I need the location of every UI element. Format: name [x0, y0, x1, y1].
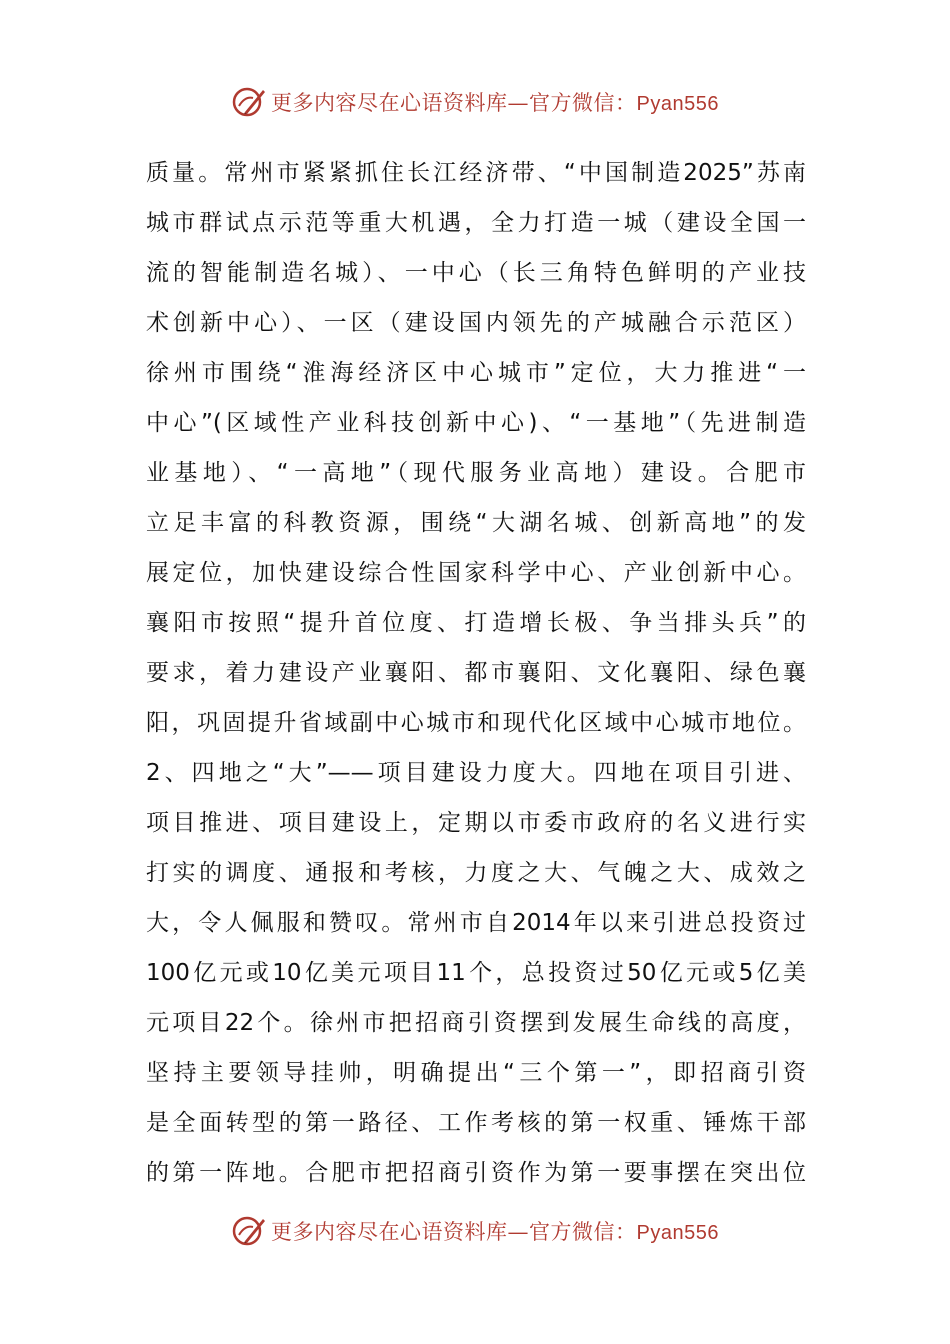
body-line: 质量。常州市紧紧抓住长江经济带、“中国制造2025”苏南 — [146, 160, 806, 186]
body-line: 大，令人佩服和赞叹。常州市自2014年以来引进总投资过 — [146, 910, 806, 936]
footer-watermark — [0, 1211, 950, 1251]
footer-watermark-id: Pyan556 — [636, 1222, 719, 1244]
body-line: 元项目22个。徐州市把招商引资摆到发展生命线的高度， — [146, 1010, 806, 1036]
header-watermark-text: 更多内容尽在心语资料库—官方微信：Pyan556 — [271, 91, 719, 115]
body-line: 是全面转型的第一路径、工作考核的第一权重、锤炼干部 — [146, 1110, 806, 1136]
body-line: 城市群试点示范等重大机遇，全力打造一城（建设全国一 — [146, 210, 806, 236]
pen-logo-icon — [231, 84, 267, 120]
body-line: 襄阳市按照“提升首位度、打造增长极、争当排头兵”的 — [146, 610, 806, 636]
body-line: 2、四地之“大”——项目建设力度大。四地在项目引进、 — [146, 760, 806, 786]
body-line: 中心”(区域性产业科技创新中心)、“一基地”（先进制造 — [146, 410, 806, 436]
body-line: 流的智能制造名城）、一中心（长三角特色鲜明的产业技 — [146, 260, 806, 286]
body-line: 术创新中心）、一区（建设国内领先的产城融合示范区） — [146, 310, 806, 336]
body-line: 100亿元或10亿美元项目11个，总投资过50亿元或5亿美 — [146, 960, 806, 986]
body-line: 打实的调度、通报和考核，力度之大、气魄之大、成效之 — [146, 860, 806, 886]
footer-watermark-text: 更多内容尽在心语资料库—官方微信：Pyan556 — [271, 1220, 719, 1244]
body-line: 业基地）、“一高地”（现代服务业高地）建设。合肥市 — [146, 460, 806, 486]
body-line: 的第一阵地。合肥市把招商引资作为第一要事摆在突出位 — [146, 1160, 806, 1186]
body-line: 要求，着力建设产业襄阳、都市襄阳、文化襄阳、绿色襄 — [146, 660, 806, 686]
body-line: 阳，巩固提升省域副中心城市和现代化区域中心城市地位。 — [146, 710, 806, 736]
pen-logo-icon — [231, 1213, 267, 1249]
body-line: 项目推进、项目建设上，定期以市委市政府的名义进行实 — [146, 810, 806, 836]
body-line: 立足丰富的科教资源，围绕“大湖名城、创新高地”的发 — [146, 510, 806, 536]
document-body — [146, 148, 806, 1198]
header-watermark — [0, 82, 950, 122]
body-line: 徐州市围绕“淮海经济区中心城市”定位，大力推进“一 — [146, 360, 806, 386]
body-line: 坚持主要领导挂帅，明确提出“三个第一”，即招商引资 — [146, 1060, 806, 1086]
header-watermark-id: Pyan556 — [636, 93, 719, 115]
body-line: 展定位，加快建设综合性国家科学中心、产业创新中心。 — [146, 560, 806, 586]
